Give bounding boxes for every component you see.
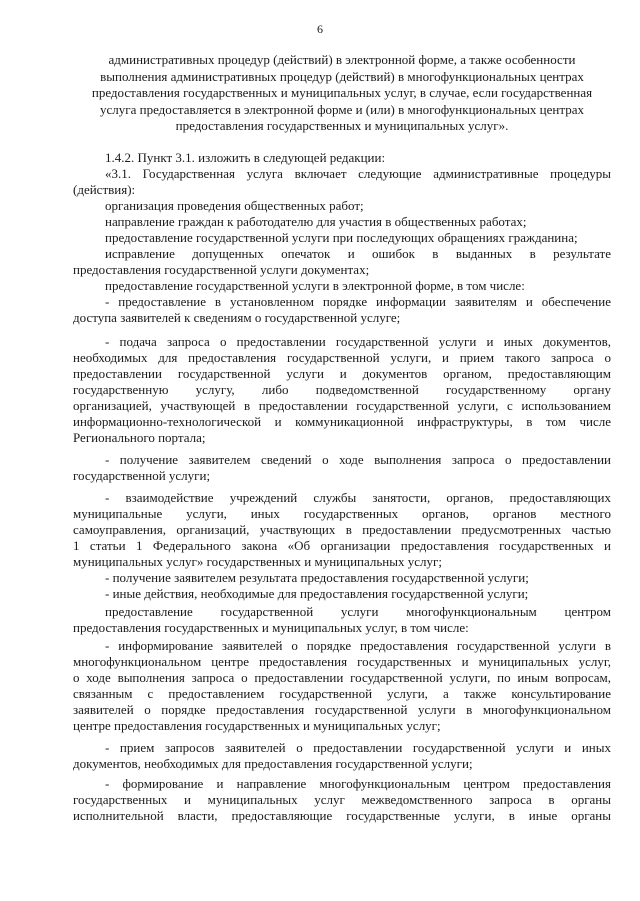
text-line: (действия): xyxy=(73,182,136,197)
text-line: - информирование заявителей о порядке предоставления государственной услуги в xyxy=(105,638,611,653)
text-line: предоставление государственной услуги при последующих обращениях гражданина; xyxy=(105,230,578,245)
text-line: направление граждан к работодателю для участия в общественных работах; xyxy=(105,214,527,229)
text-line: услуга предоставляется в электронной форме и (или) в многофункциональных центрах xyxy=(100,102,584,117)
text-line: - получение заявителем результата предоставления государственной услуги; xyxy=(105,570,529,585)
text-line: предоставления государственных и муниципальных услуг». xyxy=(175,118,509,133)
text-line: исправление допущенных опечаток и ошибок в выданных в результате xyxy=(105,246,611,261)
text-line: доступа заявителей к сведениям о государственной услуге; xyxy=(73,310,401,325)
text-line: - прием запросов заявителей о предоставлении государственной услуги и иных xyxy=(105,740,611,755)
text-line: муниципальные услуги, иных государственных органов, органов местного xyxy=(73,506,611,521)
text-line: исполнительной власти, предоставляющие государственные услуги, в иные органы xyxy=(73,808,611,823)
text-line: организацией, участвующей в предоставлении государственной услуги, с использованием xyxy=(73,398,611,413)
text-line: предоставлении государственной услуги и документов органом, предоставляющим xyxy=(73,366,611,381)
text-line: «3.1. Государственная услуга включает следующие административные процедуры xyxy=(105,166,611,181)
text-line: - взаимодействие учреждений службы занятости, органов, предоставляющих xyxy=(105,490,611,505)
text-line: необходимых для предоставления государственной услуги, и прием такого запроса о xyxy=(73,350,611,365)
text-line: предоставления государственных и муниципальных услуг, в случае, если государственная xyxy=(91,85,593,100)
text-line: - иные действия, необходимые для предоставления государственной услуги; xyxy=(105,586,529,601)
text-line: предоставления государственных и муниципальных услуг, в том числе: xyxy=(73,620,469,635)
text-line: предоставление государственной услуги многофункциональным центром xyxy=(105,604,611,619)
text-line: многофункциональном центре предоставления государственных и муниципальных услуг, xyxy=(73,654,611,669)
page-number: 6 xyxy=(317,22,323,36)
text-line: заявителей о порядке предоставления государственной услуги в многофункциональном xyxy=(73,702,611,717)
text-line: Регионального портала; xyxy=(73,430,206,445)
text-line: предоставление государственной услуги в электронной форме, в том числе: xyxy=(105,278,525,293)
text-line: - формирование и направление многофункциональным центром предоставления xyxy=(105,776,611,791)
text-line: - подача запроса о предоставлении государственной услуги и иных документов, xyxy=(105,334,611,349)
text-line: информационно-технологической и коммуникационной инфраструктуры, в том числе xyxy=(73,414,611,429)
text-line: 1.4.2. Пункт 3.1. изложить в следующей редакции: xyxy=(105,150,386,165)
text-line: государственной услуги; xyxy=(73,468,211,483)
text-line: государственную услугу, либо подведомственной государственному органу xyxy=(73,382,611,397)
text-line: центре предоставления государственных и муниципальных услуг; xyxy=(73,718,441,733)
text-line: административных процедур (действий) в электронной форме, а также особенности xyxy=(108,52,576,67)
text-line: 1 статьи 1 Федерального закона «Об организации предоставления государственных и xyxy=(73,538,611,553)
text-line: муниципальных услуг» государственных и муниципальных услуг; xyxy=(73,554,442,569)
text-line: выполнения административных процедур (действий) в многофункциональных центрах xyxy=(100,69,584,84)
text-line: государственных и муниципальных услуг межведомственного запроса в органы xyxy=(73,792,611,807)
text-line: документов, необходимых для предоставления государственной услуги; xyxy=(73,756,473,771)
text-line: предоставления государственной услуги документах; xyxy=(73,262,370,277)
text-line: - предоставление в установленном порядке информации заявителям и обеспечение xyxy=(105,294,611,309)
text-line: о ходе выполнения запроса о предоставлении государственной услуги, по иным вопросам, xyxy=(73,670,611,685)
text-line: связанным с предоставлением государственной услуги, а также консультирование xyxy=(73,686,611,701)
text-line: самоуправления, организаций, участвующих в предоставлении предусмотренных частью xyxy=(73,522,611,537)
text-line: - получение заявителем сведений о ходе выполнения запроса о предоставлении xyxy=(105,452,611,467)
text-line: организация проведения общественных работ; xyxy=(105,198,364,213)
